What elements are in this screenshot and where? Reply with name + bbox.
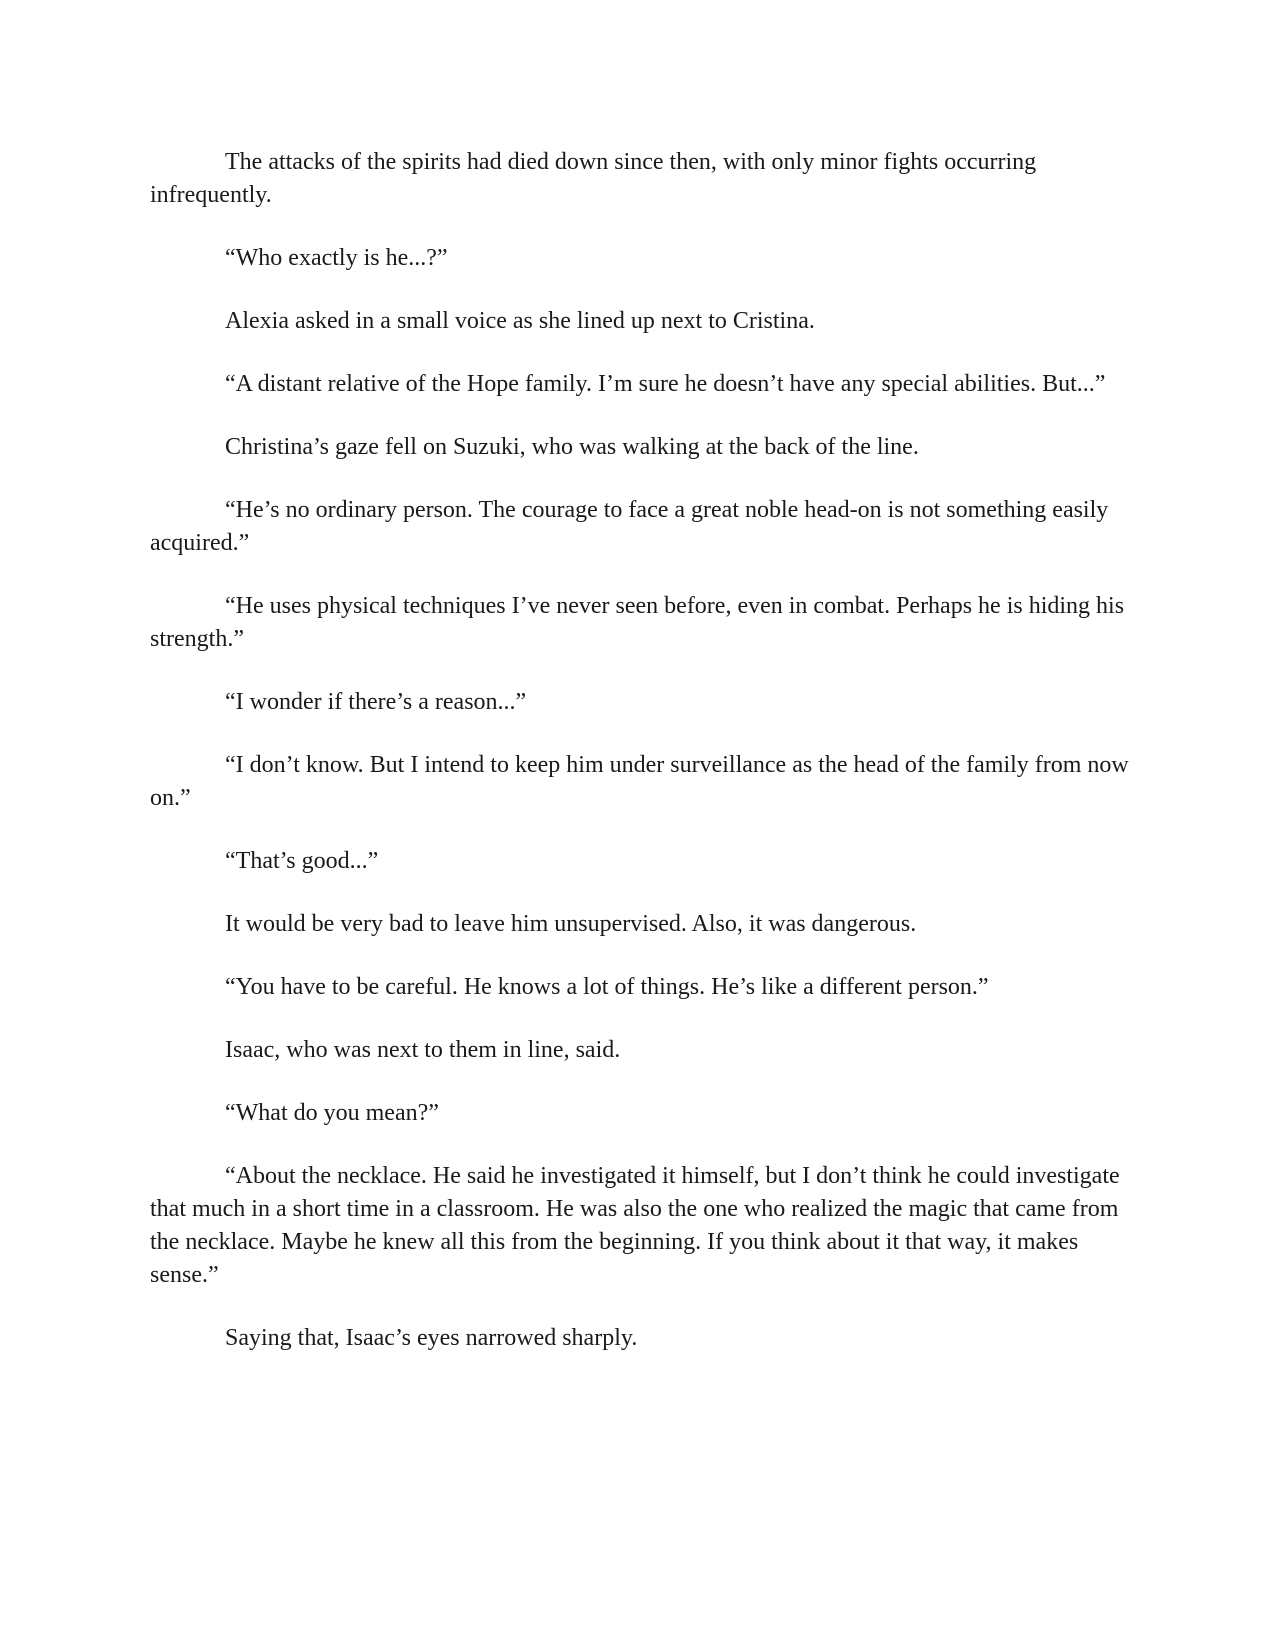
paragraph: “I wonder if there’s a reason...”	[225, 689, 527, 715]
paragraph: Isaac, who was next to them in line, said.	[225, 1037, 621, 1063]
body-text	[150, 146, 1135, 1385]
paragraph: “What do you mean?”	[225, 1100, 439, 1126]
paragraph: Alexia asked in a small voice as she lined up next to Cristina.	[225, 308, 815, 334]
paragraph: “You have to be careful. He knows a lot of things. He’s like a different person.”	[225, 974, 989, 1000]
paragraph: “Who exactly is he...?”	[225, 245, 448, 271]
paragraph: “He uses physical techniques I’ve never seen before, even in combat. Perhaps he is hiding his strength.”	[150, 593, 1125, 652]
paragraph: “That’s good...”	[225, 848, 379, 874]
paragraph: Christina’s gaze fell on Suzuki, who was walking at the back of the line.	[225, 434, 919, 460]
paragraph: It would be very bad to leave him unsupervised. Also, it was dangerous.	[225, 911, 917, 937]
paragraph: Saying that, Isaac’s eyes narrowed sharply.	[225, 1325, 638, 1351]
paragraph: “He’s no ordinary person. The courage to face a great noble head-on is not something easily acquired.”	[150, 497, 1109, 556]
paragraph: “About the necklace. He said he investigated it himself, but I don’t think he could investigate that much in a short time in a classroom. He was also the one who realized the magic that came from the necklace. Maybe he knew all this from the beginning. If you think about it that way, it makes sense.”	[150, 1163, 1120, 1288]
paragraph: “A distant relative of the Hope family. I’m sure he doesn’t have any special abilities. But...”	[225, 371, 1106, 397]
paragraph: “I don’t know. But I intend to keep him under surveillance as the head of the family from now on.”	[150, 752, 1129, 811]
paragraph: The attacks of the spirits had died down since then, with only minor fights occurring infrequently.	[150, 149, 1037, 208]
